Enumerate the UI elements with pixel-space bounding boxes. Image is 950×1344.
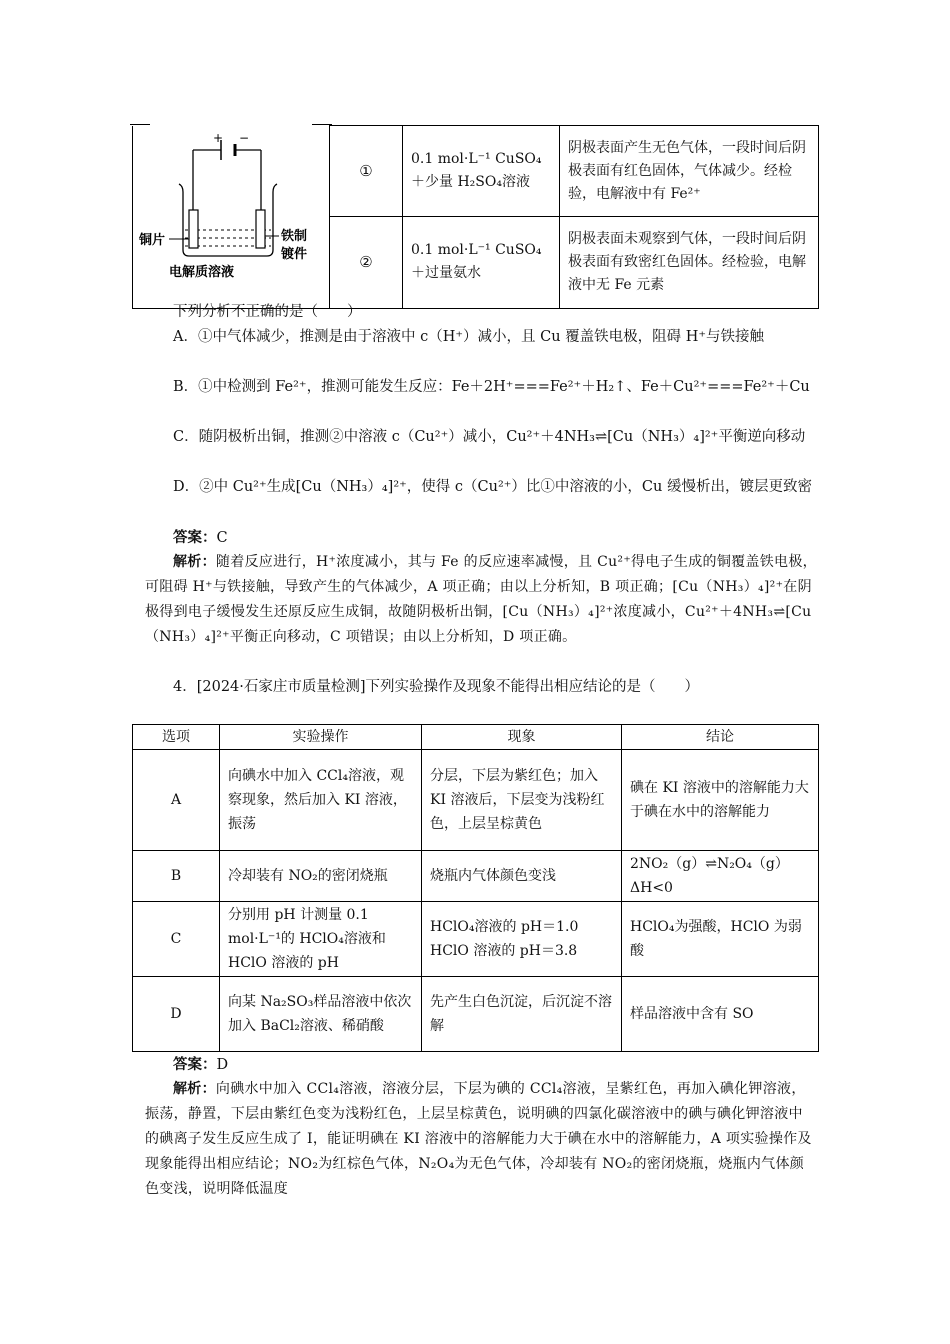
minus-sign: − — [239, 130, 250, 145]
row-d-phenomenon: 先产生白色沉淀，后沉淀不溶解 — [422, 977, 622, 1052]
q4-answer — [145, 1052, 817, 1078]
q3-stem: 下列分析不正确的是（ ） — [173, 304, 362, 320]
table-row — [133, 902, 819, 977]
row-c-phenomenon — [422, 902, 622, 977]
exp-row-2-observation: 阴极表面未观察到气体，一段时间后阴极表面有致密红色固体。经检验，电解液中无 Fe 元素 — [560, 217, 819, 308]
electrolysis-apparatus-figure — [133, 126, 330, 309]
exp-row-1-num: ① — [330, 126, 403, 217]
row-b-conclusion — [622, 851, 819, 902]
analysis-text: 随着反应进行，H⁺浓度减小，其与 Fe 的反应速率减慢，且 Cu²⁺得电子生成的铜覆盖铁电极，可阻碍 H⁺与铁接触，导致产生的气体减少，A 项正确；由以上分析知，B 项正确；[Cu（NH₃）₄]²⁺在阴极得到电子缓慢发生还原反应生成铜，故随阴极析出铜，[Cu（NH₃）₄]²⁺浓度减小，Cu²⁺＋4NH₃⇌[Cu（NH₃）₄]²⁺平衡正向移动，C 项错误；由以上分析知，D 项正确。 — [145, 554, 817, 645]
analysis-label: 解析： — [173, 554, 216, 570]
electrolysis-cell-icon — [133, 126, 329, 300]
table-header-row — [133, 725, 819, 750]
row-a-option: A — [133, 750, 220, 851]
row-a-phenomenon: 分层，下层为紫红色；加入 KI 溶液后，下层变为浅粉红色，上层呈棕黄色 — [422, 750, 622, 851]
q3-option-c: C．随阴极析出铜，推测②中溶液 c（Cu²⁺）减小，Cu²⁺＋4NH₃⇌[Cu（NH₃）₄]²⁺平衡逆向移动 — [173, 429, 806, 445]
q3-option-a: A．①中气体减少，推测是由于溶液中 c（H⁺）减小，且 Cu 覆盖铁电极，阻碍 H⁺与铁接触 — [173, 329, 765, 345]
table-row — [133, 126, 819, 217]
q3-option-d: D．②中 Cu²⁺生成[Cu（NH₃）₄]²⁺，使得 c（Cu²⁺）比①中溶液的小，Cu 缓慢析出，镀层更致密 — [173, 479, 812, 495]
table-row — [133, 851, 819, 902]
row-a-conclusion: 碘在 KI 溶液中的溶解能力大于碘在水中的溶解能力 — [622, 750, 819, 851]
answer-value: C — [216, 530, 228, 546]
answer-value: D — [216, 1057, 229, 1073]
q3-option-b: B．①中检测到 Fe²⁺，推测可能发生反应：Fe＋2H⁺===Fe²⁺＋H₂↑、Fe＋Cu²⁺===Fe²⁺＋Cu — [173, 379, 810, 395]
q3-answer — [145, 525, 817, 551]
exp-row-2-num: ② — [330, 217, 403, 308]
row-d-conclusion: 样品溶液中含有 SO — [622, 977, 819, 1052]
electrolyte-label: 电解质溶液 — [169, 264, 235, 280]
header-option: 选项 — [133, 725, 220, 750]
analysis-text: 向碘水中加入 CCl₄溶液，溶液分层，下层为碘的 CCl₄溶液，呈紫红色，再加入碘化钾溶液，振荡，静置，下层由紫红色变为浅粉红色，上层呈棕黄色，说明碘的四氯化碳溶液中的碘与碘化钾溶液中的碘离子发生反应生成了 I，能证明碘在 KI 溶液中的溶解能力大于碘在水中的溶解能力，A 项实验操作及现象能得出相应结论；NO₂为红棕色气体，N₂O₄为无色气体，冷却装有 NO₂的密闭烧瓶，烧瓶内气体颜色变浅，说明降低温度 — [145, 1081, 812, 1197]
solution-line-1: 0.1 mol·L⁻¹ CuSO₄ — [411, 242, 542, 259]
solution-line-2: ＋少量 H₂SO₄溶液 — [411, 174, 530, 191]
plus-sign: + — [213, 130, 224, 145]
answer-label: 答案： — [173, 529, 217, 546]
conclusion-line-2: ΔH<0 — [630, 880, 673, 896]
row-d-option: D — [133, 977, 220, 1052]
row-b-option: B — [133, 851, 220, 902]
q4-table — [132, 724, 819, 1052]
table-row — [133, 977, 819, 1052]
solution-line-1: 0.1 mol·L⁻¹ CuSO₄ — [411, 151, 542, 168]
answer-label: 答案： — [173, 1056, 217, 1073]
solution-line-2: ＋过量氨水 — [411, 265, 481, 282]
q4-stem: 4．[2024·石家庄市质量检测]下列实验操作及现象不能得出相应结论的是（ ） — [173, 679, 700, 695]
experiment-table — [132, 125, 819, 309]
q4-analysis — [145, 1077, 817, 1202]
iron-label-2: 镀件 — [281, 246, 308, 262]
row-c-option: C — [133, 902, 220, 977]
phenomenon-line-1: HClO₄溶液的 pH＝1.0 — [430, 919, 579, 935]
phenomenon-line-2: HClO 溶液的 pH＝3.8 — [430, 943, 578, 959]
q3-analysis — [145, 550, 817, 650]
row-c-conclusion: HClO₄为强酸，HClO 为弱酸 — [622, 902, 819, 977]
row-c-operation: 分别用 pH 计测量 0.1 mol·L⁻¹的 HClO₄溶液和 HClO 溶液的 pH — [220, 902, 422, 977]
header-operation: 实验操作 — [220, 725, 422, 750]
copper-label: 铜片 — [139, 232, 166, 248]
row-d-operation: 向某 Na₂SO₃样品溶液中依次加入 BaCl₂溶液、稀硝酸 — [220, 977, 422, 1052]
table-row — [133, 750, 819, 851]
header-phenomenon: 现象 — [422, 725, 622, 750]
analysis-label: 解析： — [173, 1081, 216, 1097]
exp-row-2-solution — [403, 217, 560, 308]
header-conclusion: 结论 — [622, 725, 819, 750]
row-b-phenomenon: 烧瓶内气体颜色变浅 — [422, 851, 622, 902]
exp-row-1-solution — [403, 126, 560, 217]
row-a-operation: 向碘水中加入 CCl₄溶液，观察现象，然后加入 KI 溶液，振荡 — [220, 750, 422, 851]
exp-row-1-observation: 阴极表面产生无色气体，一段时间后阴极表面有红色固体，气体减少。经检验，电解液中有 Fe²⁺ — [560, 126, 819, 217]
iron-label: 铁制 — [281, 228, 308, 244]
row-b-operation: 冷却装有 NO₂的密闭烧瓶 — [220, 851, 422, 902]
conclusion-line-1: 2NO₂（g）⇌N₂O₄（g） — [630, 856, 789, 872]
